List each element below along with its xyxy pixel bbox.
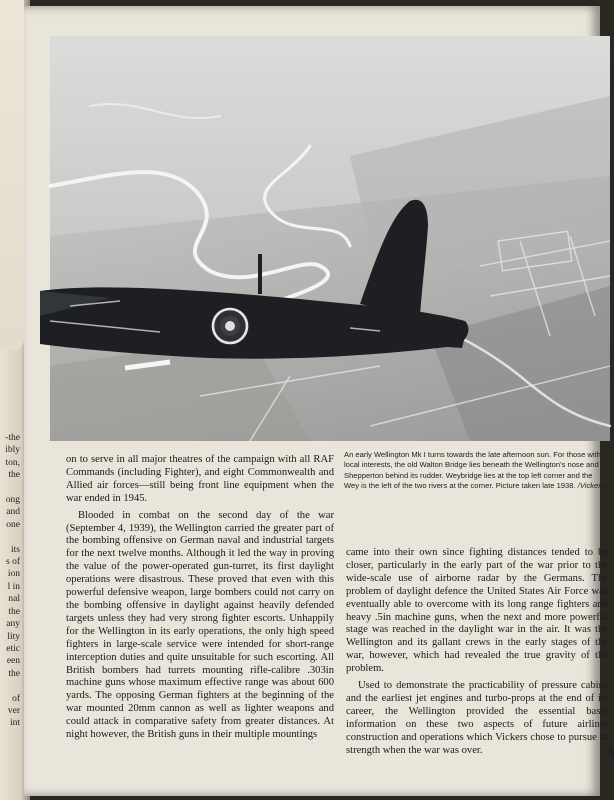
facing-page-fragment: -the xyxy=(5,433,20,443)
raf-roundel-icon xyxy=(211,307,249,345)
facing-page-fragment: its xyxy=(11,544,20,555)
caption-credit: /Vickers xyxy=(577,481,605,491)
facing-page-fragment: lity xyxy=(7,631,20,642)
book-page xyxy=(24,6,614,796)
facing-page-fragment: one xyxy=(6,519,20,530)
caption-text: An early Wellington Mk I turns towards the late afternoon sun. For those with local interests, the old Walton Bridge lies beneath the Wellington's nose and Shepperton behind its rudder. Weybridge lies at the top left corner and the Wey is the left of the two rivers at the corner. Picture taken late 1938. xyxy=(344,450,601,491)
photo-caption xyxy=(344,450,608,492)
facing-page-fragment xyxy=(0,680,20,692)
facing-page-fragment: any xyxy=(6,619,20,630)
facing-page-fragment: of xyxy=(12,693,20,704)
body-left-paragraph-2: Blooded in combat on the second day of the war (September 4, 1939), the Wellington carried the greater part of the bombing offensive on German naval and industrial targets for the next twelve months. Although it led the way in proving the value of the power-operated gun-turret, its first daylight operations were disastrous. These proved that even with this powerful defensive weapon, large bombers could not carry on the bombing offensive in daylight against heavily defended targets unless they had very strong fighter escorts. Unhappily for the Wellington in its early operations, the only high speed fighters in large-scale service were intended for short-range interception duties and quite unsuitable for such escorting. All British bombers had turrets mounting rifle-calibre .303in machine guns whose maximum effective range was about 600 yards. The opposing German fighters at the beginning of the war mounted 20mm cannon as well as lighter weapons and could attack in comparative safety from greater distances. At night however, the British guns in their multiple mountings xyxy=(66,509,334,741)
facing-page-text xyxy=(0,432,20,730)
facing-page-fragment: een xyxy=(6,656,20,667)
body-right-paragraph-2: Used to demonstrate the practicability of pressure cabins and the earliest jet engines and turbo-props at the end of its career, the Wellington provided the essential basic information on these two aspects of future airliner construction and operations which Vickers chose to pursue in strength when the war was over. xyxy=(346,680,608,756)
facing-page-fragment xyxy=(0,531,20,543)
facing-page-fragment: the xyxy=(8,606,20,617)
facing-page-fragment: the xyxy=(8,668,20,679)
facing-page-fragment: etic xyxy=(6,643,20,654)
body-column-left xyxy=(66,454,334,742)
facing-page-fragment: int xyxy=(9,718,20,729)
facing-page-fragment xyxy=(0,482,20,494)
aircraft-photo-illustration xyxy=(50,36,610,441)
facing-page-fragment: l in xyxy=(7,581,20,592)
facing-page-fragment: ver xyxy=(7,705,20,716)
facing-page-fragment: ibly xyxy=(5,445,20,456)
facing-page-top xyxy=(0,0,24,350)
wellington-aerial-photo xyxy=(50,36,610,441)
facing-page-fragment: ong xyxy=(5,495,20,506)
page-number: 5 xyxy=(608,744,614,758)
facing-page-fragment: the xyxy=(8,470,20,481)
body-column-right xyxy=(346,547,608,758)
facing-page-fragment: ion xyxy=(7,569,20,580)
facing-page-fragment: nal xyxy=(8,594,20,605)
facing-page-fragment: and xyxy=(6,507,20,518)
facing-page-fragment: s of xyxy=(6,557,20,568)
body-right-paragraph-1: came into their own since fighting distances tended to be closer, particularly in the early part of the war prior to the wide-scale use of airborne radar by the Germans. The problem of daylight defence the United States Air Force was eventually able to overcome with its long range fighters and heavy .5in machine guns, when the next and more powerful stage was reached in the daylight war in the air. It was the Wellington and its gallant crews in the early stages of the war, however, which had revealed the true gravity of the problem. xyxy=(346,547,608,675)
facing-page-fragment: ton, xyxy=(5,457,20,468)
body-left-paragraph-1: on to serve in all major theatres of the campaign with all RAF Commands (including Fighter), and eight Commonwealth and Allied air forces—still being front line equipment when the war ended in 1945. xyxy=(66,454,334,504)
